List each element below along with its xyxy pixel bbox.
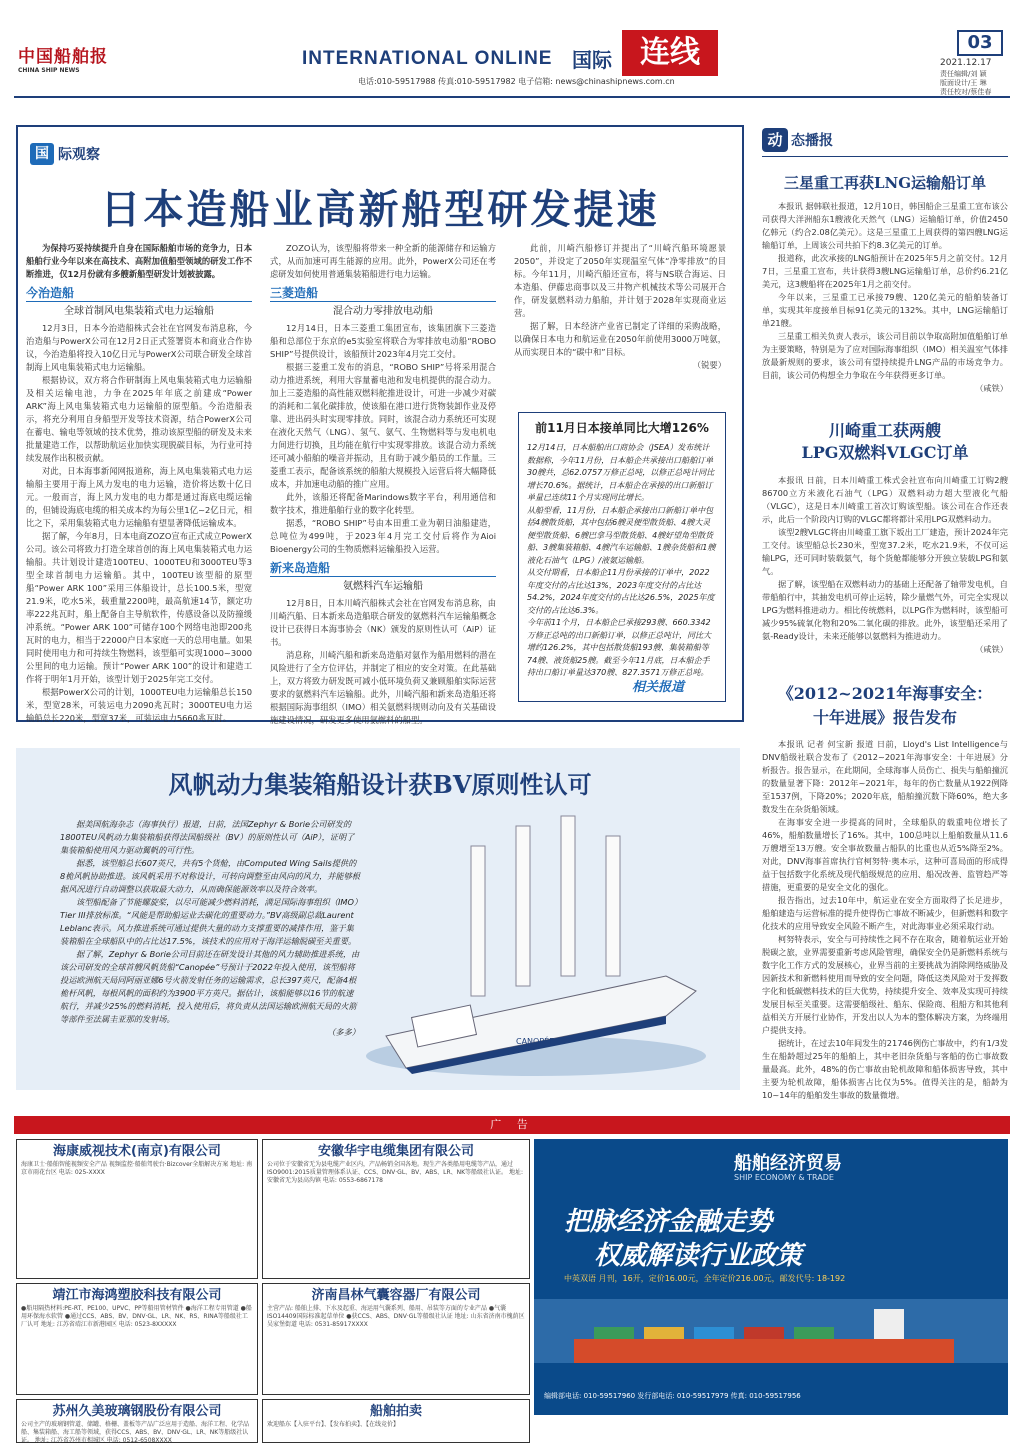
section-subtitle: 混合动力零排放电动船 [333,306,433,317]
sail-ship-illustration [366,806,706,1082]
paragraph: 据美国航海杂志（海事执行）报道，日前，法国Zephyr & Borie公司研发的1800TEU风帆动力集装箱船获得法国船级社（BV）的原则性认可（AiP），证明了集装箱船使用风力驱动翼帆的可行性。 [60,819,355,855]
article-headline [762,420,1008,464]
section-tag: 连线 [622,30,718,76]
promo-brand-en: SHIP ECONOMY & TRADE [734,1173,834,1182]
paragraph: ZOZO认为，该型船将带来一种全新的能源储存和运输方式，从而加速可再生能源的应用。此外，PowerX公司还在考虑研发如何使用普通集装箱船进行电力运输。 [270,243,496,279]
editor-line: 责任编辑/刘 颖 [940,70,987,78]
sail-body [60,818,360,1080]
paragraph: 本报讯 日前，日本川崎重工株式会社宣布向川崎重工订购2艘86700立方米液化石油气（LPG）双燃料动力超大型液化气船（VLGC），这是日本川崎重工首次订购该型船。该公司在合作还表示，此后一个阶段内订购的VLGC都将都计采用LPG双燃料动力。 [762,475,1008,524]
paragraph: 据了解，该型船在双燃料动力的基础上还配备了轴带发电机，自带船舶行中，其抽发电机可停止运转，除少量燃气外，可完全实现以LPG为燃料推进动力。相比传统燃料，以LPG作为燃料时，该型船可减少95%硫氧化物和20%二氧化碳的排放。此外，该型船还采用了氨-Ready设计，未来还能够以氨燃料为推进动力。 [762,579,1008,641]
paragraph: 柯努特表示，安全与可持续性之间不存在取舍，随着航运业开始脱碳之旅，业界需要重新考虑风险管理，确保安全仍是新燃料系统与数字化工作方式的发展核心，业界当前的主要挑战为消除网络威胁及因新技术和新燃料使用而导致的安全问题，降低这类风险对于发挥数字化和低碳燃料技术的巨大优势，持续提升安全、效率及实现可持续发展目标至关重要。这需要船级社、船东、保险商、租船方和其他利益相关方开展行业协作，开发出以人为本的整体解决方案，为终端用户提供支持。 [762,934,1008,1035]
section-subtitle: 全球首制风电集装箱式电力运输船 [64,306,214,317]
paragraph: 据了解，日本经济产业省已制定了详细的采购战略，以确保日本电力和航运业在2050年前使用3000万吨氨，从而实现日本的“碳中和”目标。 [514,321,726,357]
headline-line: 十年进展》报告发布 [812,708,957,727]
byline: （咸铁） [975,383,1008,393]
paragraph: 12月14日，日本三菱重工集团宣布，该集团旗下三菱造船和总部位于东京的e5实验室将联合为零排放电动船“ROBO SHIP”号提供设计，该船预计2023年4月完工交付。 [270,323,496,359]
paragraph: 报告指出，过去10年中，航运业在安全方面取得了长足进步，船舶建造与运营标准的提升使得伤亡事故不断减少，但新燃料和数字化技术的应用导致安全风险不断产生，对此海事业必须采取行动。 [762,895,1008,931]
brief-rule [762,156,1008,157]
wing-sail [516,826,530,986]
paragraph: 报道称，此次承接的LNG船预计在2025年5月之前交付。12月7日，三星重工宣布，共计获得3艘LNG运输船订单，总价约6.21亿美元，这3艘船将在2025年1月之前交付。 [762,253,1008,289]
headline-line: LPG双燃料VLGC订单 [801,443,969,462]
paragraph: 此前，川崎汽船修订并提出了“川崎汽船环境愿景2050”，并设定了2050年实现温室气体“净零排放”的目标。今年11月，川崎汽船还宣布，将与NS联合海运、日本造船、伊藤忠商事以及三井物产机械技术等公司展开合作，研发氨燃料动力船舶，并计划于2028年实现商业运营。 [514,243,726,318]
ad-banner: 广 告 [14,1116,1010,1134]
section-en: INTERNATIONAL ONLINE [302,48,553,69]
paragraph: 根据PowerX公司的计划，1000TEU电力运输船总长150米，型宽28米，可装运电力2090兆瓦时；3000TEU电力运输船总长220米，型宽37米，可装运电力5660兆瓦时。 [26,687,252,723]
paragraph: 三星重工相关负责人表示，该公司目前以争取高附加值船舶订单为主要策略，特别是为了应对国际海事组织（IMO）相关温室气体排放最新规则的要求，该公司有望持续提升LNG产品的市场竞争力。目前，该公司仍构想全力争取在今年获得更多订单。 [762,331,1008,380]
ad-block [262,1399,530,1443]
byline: （多多） [327,1027,360,1037]
top-rule [14,96,1010,98]
byline: （锐要） [692,360,726,370]
paragraph: 据悉，该型船总长607英尺，共有5个货舱，由Computed Wing Sails提供的8桅风帆协助推进。该风帆采用不对称设计，可转向调整至由风向的风力，并能够根据风况进行自动调整以获取最大动力，从而确保能源效率以及符合效率。 [60,858,360,894]
paragraph: 该型2艘VLGC将由川崎重工旗下坂出工厂建造，预计2024年完工交付。该型船总长230米，型宽37.2米，吃水21.9米，不仅可运输LPG，还可同时装载氨气，每个货舱都能够分开独立装载LPG和氨气。 [762,527,1008,576]
ad-block [16,1399,258,1443]
promo-brand: 船舶经济贸易 [734,1153,842,1174]
paragraph: 本报讯 据韩联社报道，12月10日，韩国船企三星重工宣布该公司获得大洋洲船东1艘液化天然气（LNG）运输船订单，价值2450亿韩元（约合2.08亿美元）。这是三星重工上周获得的第四艘LNG运输船订单，上周该公司共拍下约8.3亿美元的订单。 [762,201,1008,250]
paragraph: 从船型看，11月份，日本船企承接出口新船订单中包括4艘散货船，其中包括6艘灵便型散货船、4艘大灵便型散货船、6艘巴拿马型散货船、4艘好望角型散货船、3艘集装箱船、4艘汽车运输船、1艘杂货船和1艘液化石油气（LPG）/液氨运输船。 [527,505,716,565]
ad-company-name: 海康威视技术(南京)有限公司 [53,1144,221,1159]
promo-slogan: 把脉经济金融走势 [564,1207,773,1237]
paragraph: 12月14日，日本船舶出口商协会（JSEA）发布统计数据称，今年11月份，日本船企共承接出口船舶订单30艘共，总62.0757万修正总吨，以修正总吨计同比增长70.6%。据统计，日本船企在承接的出口新船订单量已连续11个月实现同比增长。 [527,443,715,502]
sail-headline: 风帆动力集装箱船设计获BV原则性认可 [168,770,592,799]
paragraph: 根据协议，双方将合作研制海上风电集装箱式电力运输船及相关运输电池，力争在2025年年底之前建成“Power ARK”海上风电集装箱式电力运输船的原型船。今治造船表示，将充分利用自身船型开发等技术资源，结合PowerX公司在蓄电、输电等领域的技术优势，推动该原型船的研发及未来批量建造工作，以帮助航运业加快实现脱碳目标，为行业可持续发展作出积极贡献。 [26,375,252,463]
related-report-title: 前11月日本接单同比大增126% [535,421,709,435]
paragraph: 据了解，Zephyr & Borie公司目前还在研发设计其他的风力辅助推进系统，由该公司研发的全球首艘风帆货船“Canopée”号预计于2022年投入使用，该型船将投运欧洲航天局同阿丽亚娜6号火箭发射任务的运输需求，总长397英尺，配备4根桅杆风帆，每根风帆的面积约为3900平方英尺。据估计，该船能够以16节的航速航行，并减少25%的燃料消耗，投入使用后，将负责从法国运输欧洲航天局的火箭等部件至法属圭亚那的发射场。 [60,949,360,1024]
section-title: 今治造船 [26,287,252,302]
section-title: 三菱造船 [270,287,496,302]
news-brief-text: 态播报 [791,133,833,149]
article-body [762,738,1008,1098]
paragraph: 据了解，今年8月，日本电商ZOZO宣布正式成立PowerX公司。该公司将致力打造全球首创的海上风电集装箱式电力运输船。共计划设计建造100TEU、1000TEU和3000TEU等3型全球首制电力运输船。其中，100TEU该型船的原型船“Power ARK 100”采用三体船设计，总长100.5米，型宽21.9米，吃水5米，载重量2200吨，最高航速14节，额定功率222兆瓦时，船上配备自主导航软件，传感设备以及防撞缓冲系统。“Power ARK 100”可储存100个网络电池即200兆瓦时的电力，相当于22000户日本家庭一天的总用电量。如果同时使用电力和可持续生物燃料，该型船可实现1000~3000公里间的电力运输。预计“Power ARK 100”的设计和建造工作将于明年1月开始，该型计划于2025年完工交付。 [26,531,252,684]
ad-block [262,1283,530,1395]
column-tag-icon: 国 [30,143,54,165]
paragraph: 据统计，在过去10年间发生的21746例伤亡事故中，约有1/3发生在船龄超过25年的船舶上，其中老旧杂货船与客船的伤亡事故数量最高。此外，48%的伤亡事故由轮机故障和船体损害导致，其中主要为轮机故障，船体损害占比仅为5%。值得关注的是，船龄为10~14年的船舶发生事故的数量微增。 [762,1038,1008,1100]
article-headline: 三星重工再获LNG运输船订单 [783,174,987,192]
ad-body: 公司主产的玻璃钢管道、储罐、格栅、盖板等产品广泛应用于造船、海洋工程、化学品船、集装箱船、海工船等领域，获得CCS、ABS、BV、DNV·GL、LR、NK等船级社认证。 地址: 江苏省苏州市相城区 电话: 0512-6508XXXX [21,1421,250,1444]
promo-subscription: 中英双语 月刊，16开，定价16.00元，全年定价216.00元，邮发代号: 18-192 [564,1274,846,1283]
editor-line: 责任校对/蔡佳春 [940,88,992,96]
ad-company-name: 苏州久美玻璃钢股份有限公司 [52,1404,222,1419]
port-illustration [534,1299,1008,1387]
paragraph: 该型船配备了节能螺旋桨，以尽可能减少燃料消耗，满足国际海事组织（IMO）Tier III排放标准。“风能是帮助船运业去碳化的重要动力。”BV高级副总裁Laurent Leblanc表示。风力推进系统可通过提供大量的动力支撑重要的减排作用，鉴于集装箱船在全球船队中的占比达17.5%，该技术的应用对于海洋运输脱碳至关重要。 [60,897,359,946]
wing-sail [606,836,620,976]
logo-text: 中国船舶报 [18,47,108,67]
related-report-tag: 相关报道 [632,680,685,695]
paragraph: 消息称，川崎汽船和新来岛造船对氨作为船用燃料的潜在风险进行了全方位评估，并制定了相应的安全对策。在此基础上，双方将致力研发既可减小低环境负荷又兼顾船舶实际运营要求的氨燃料汽车运输船。此外，川崎汽船和新来岛造船还将根据国际海事组织（IMO）相关氨燃料规则动向及有关基础设施建设情况，研发更多使用氨燃料的船型。 [270,650,496,725]
editor-line: 版面设计/王 琳 [940,79,987,87]
paragraph: 此外，该船还将配备Marindows数字平台，利用通信和数字技术，推进船舶行业的数字化转型。 [270,492,496,515]
feature-column-3 [514,242,726,406]
ad-company-name: 船舶拍卖 [369,1404,422,1419]
paragraph: 今年以来，三星重工已承接79艘、120亿美元的船舶装备订单，实现其年度接单目标91亿美元的132%。其中，LNG运输船订单21艘。 [762,292,1008,328]
ship-name-label: CANOPÉE [516,1037,555,1046]
column-tag [30,143,100,165]
article-body [762,474,1008,670]
magazine-promo [534,1139,1008,1415]
wing-sail [561,816,575,976]
related-report-box [518,412,726,702]
section-subtitle: 氨燃料汽车运输船 [343,581,423,592]
feature-column-2 [270,242,496,725]
logo-sub: CHINA SHIP NEWS [18,67,80,74]
wing-sail [471,846,485,996]
paragraph: 本报讯 记者 何宝新 报道 日前，Lloyd's List Intelligence与DNV船级社联合发布了《2012~2021年海事安全：十年进展》分析报告。报告显示，在此期间，全球海事人员伤亡、损失与船舶撞沉的数量显著下降：2012年~2021年，每年的伤亡数量从1922例降至1537例，下降20%；2020年底，船舶撞沉数下降60%，绝大多数发生在杂货船领域。 [762,739,1008,814]
section-cn: 国际 [572,48,612,72]
article-headline [762,682,1008,730]
page-number: 03 [957,30,1003,56]
headline-line: 《2012~2021年海事安全： [777,684,993,703]
paragraph: 从交付期看，日本船企11月份承接的订单中，2022年度交付的占比达13%，2023年度交付的占比达54.2%，2024年度交付的占比达26.5%，2025年度交付的占比达6.3%。 [527,568,715,615]
ad-body: 海康卫士·船舶智能视频安全产品 视频监控·船舶驾驶台·Bizcover全船解决方案 地址: 南京市雨花台区 电话: 025-XXXX [21,1161,253,1176]
byline: （咸铁） [975,644,1008,654]
ad-company-name: 靖江市海鸿塑胶科技有限公司 [52,1288,222,1303]
article-body [762,200,1008,412]
ad-body: 欢迎船东【入驻平台】、【发布拍卖】、【在线竞价】 [267,1421,400,1428]
issue-date: 2021.12.17 [940,58,992,68]
paragraph: 今年前11个月，日本船企已承接293艘、660.3342万修正总吨的出口新船订单，以修正总吨计，同比大增约126.2%，其中包括散货船193艘、集装箱船等74艘、液货船25艘。截至今年11月底，日本船企手持出口船订单量达370艘、827.3571万修正总吨。 [527,618,711,677]
promo-contact: 编辑部电话: 010-59517960 发行部电话: 010-59517979 传真: 010-59517956 [544,1392,801,1400]
ad-block [16,1139,258,1279]
section-title: 新来岛造船 [270,562,496,577]
newspaper-logo [18,42,108,74]
ad-company-name: 济南昌林气囊容器厂有限公司 [311,1288,481,1303]
related-report-body [519,436,725,686]
ad-block [262,1139,530,1279]
contact-line: 电话:010-59517988 传真:010-59517982 电子信箱: news@chinashipnews.com.cn [358,77,675,86]
promo-slogan: 权威解读行业政策 [594,1241,803,1271]
paragraph: 12月8日，日本川崎汽船株式会社在官网发布消息称，由川崎汽船、日本新来岛造船联合研发的氨燃料汽车运输船概念设计已获得日本海事协会（NK）颁发的原则性认可（AiP）证书。 [270,598,496,647]
ad-body: 主营产品: 船舶上排、下水及起重、海运用气囊系列、船用、吊装等方面的专业产品 ●气囊ISO14409国际标准起草单位 ●获CCS、ABS、DNV·GL等船级社认证 地址: 山东省济南市槐荫区吴家堡街道 电话: 0531-85917XXXX [267,1305,525,1328]
ad-body: ●船用隔热材料:PE-RT、PE100、UPVC、PP等船用管材管件 ●海洋工程专用管道 ●船用环保海水软管 ●通过CCS、ABS、BV、DNV·GL、LR、NK、RS、RINA等船级社工厂认可 地址: 江苏省靖江市新港园区 电话: 0523-8XXXXX [21,1305,252,1328]
feature-column-1 [26,242,252,723]
headline-line: 川崎重工获两艘 [828,421,941,440]
paragraph: 对此，日本海事新闻网报道称，海上风电集装箱式电力运输船主要用于海上风力发电的电力运输，造价将达数十亿日元。一般而言，海上风力发电的电力都是通过海底电缆运输的，但铺设海底电缆的相关成本约为每公里1亿~2亿日元，相比之下，采用集装箱式电力运输船有望显著降低运输成本。 [26,466,252,528]
news-brief-tag [762,128,833,152]
feature-headline: 日本造船业高新船型研发提速 [100,186,660,233]
paragraph: 根据三菱重工发布的消息，“ROBO SHIP”号将采用混合动力推进系统，利用大容量蓄电池和发电机提供的混合动力。加上三菱造船的高性能双燃料舵推进设计，可进一步减少对碳的消耗和二氧化碳排放，使该船在港口进行货物装卸作业及停靠、进出码头时实现零排放。同时，该混合动力系统还可实现在液化天然气（LNG）、氢气、氨气、生物燃料等与发电机电力间进行切换，且均能在航行中实现零排放。该混合动力系统还可减小船舶的噪音并振动，且有助于减少船员的工作量。三菱重工表示，配备该系统的船舶大规模投入运营后将大幅降低成本，并加速电动船的推广应用。 [270,362,496,489]
ad-body: 公司位于安徽省无为县电缆产业区内，产品畅销全国各地。现生产各类船用电缆等产品，通过ISO9001:2015质量管理体系认证、CCS、DNV·GL、BV、ABS、LR、NK等船级社认证。 地址: 安徽省无为县高沟镇 电话: 0553-6867178 [267,1161,523,1184]
feature-intro: 为保持巧妥持续提升自身在国际船舶市场的竞争力，日本船舶行业今年以来在高技术、高附加值船型领域的研发工作不断推进，仅12月份就有多艘新船型研发计划被披露。 [26,243,252,279]
paragraph: 据悉，“ROBO SHIP”号由本田重工业为朝日油船建造，总吨位为499吨，于2023年4月完工交付后将作为Aioi Bioenergy公司的生物质燃料运输船投入运营。 [270,518,496,554]
news-brief-icon: 动 [762,128,788,152]
ad-company-name: 安徽华宇电缆集团有限公司 [317,1144,474,1159]
editor-credits [940,70,991,97]
paragraph: 在海事安全进一步提高的同时，全球船队的载重吨位增长了46%，船舶数量增长了16%。其中，100总吨以上船舶数量从11.6万艘增至13万艘。安全事故数量占船队的比重也从近5%降至2%。对此，DNV海事首席执行官柯努特·奥本示，这种可喜局面的形成得益于包括数字化系统及现代船级规范的应用、船况改善、监管趋严等措施，更重要的是安全文化的强化。 [762,817,1008,892]
ad-block [16,1283,258,1395]
column-tag-text: 际观察 [58,147,100,163]
paragraph: 12月3日，日本今治造船株式会社在官网发布消息称，今治造船与PowerX公司在12月2日正式签署资本和商业合作协议，今治造船将投入10亿日元与PowerX公司联合研发全球首制海上风电集装箱式电力运输船。 [26,323,252,372]
